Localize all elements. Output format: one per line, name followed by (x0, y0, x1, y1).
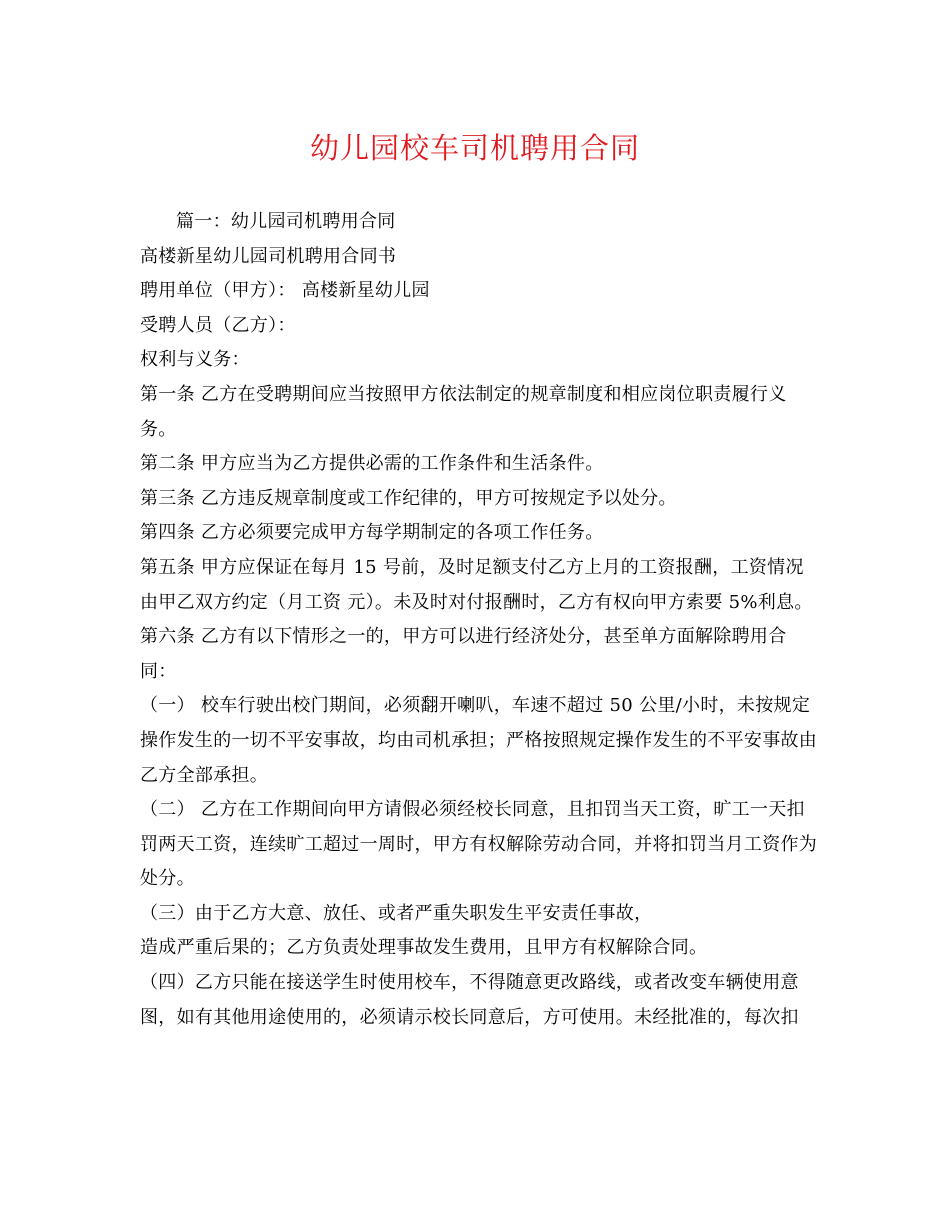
section-heading: 篇一：幼儿园司机聘用合同 (176, 211, 396, 232)
document-body (140, 205, 820, 1035)
rights-heading: 权利与义务： (140, 349, 250, 371)
article-3: 第三条 乙方违反规章制度或工作纪律的，甲方可按规定予以处分。 (140, 487, 677, 509)
contract-name: 高楼新星幼儿园司机聘用合同书 (140, 245, 397, 267)
employee-line: 受聘人员（乙方）： (140, 314, 296, 336)
article-1: 第一条 乙方在受聘期间应当按照甲方依法制定的规章制度和相应岗位职责履行义务。 (140, 383, 787, 440)
article-4: 第四条 乙方必须要完成甲方每学期制定的各项工作任务。 (140, 522, 604, 544)
clause-1: （一） 校车行驶出校门期间，必须翻开喇叭，车速不超过 50 公里/小时，未按规定操作发生的一切不平安事故，均由司机承担；严格按照规定操作发生的不平安事故由乙方全部承担。 (140, 695, 818, 786)
document-title: 幼儿园校车司机聘用合同 (309, 131, 640, 165)
article-5: 第五条 甲方应保证在每月 15 号前，及时足额支付乙方上月的工资报酬，工资情况由甲乙双方约定（月工资 元）。未及时对付报酬时，乙方有权向甲方索要 5%利息。 (140, 556, 813, 613)
clause-4: （四）乙方只能在接送学生时使用校车，不得随意更改路线，或者改变车辆使用意图，如有其他用途使用的，必须请示校长同意后，方可使用。未经批准的，每次扣 (140, 972, 799, 1028)
clause-3: （三）由于乙方大意、放任、或者严重失职发生平安责任事故， (140, 902, 653, 924)
article-2: 第二条 甲方应当为乙方提供必需的工作条件和生活条件。 (140, 453, 604, 475)
employer-line: 聘用单位（甲方）： 高楼新星幼儿园 (140, 280, 430, 302)
article-6: 第六条 乙方有以下情形之一的，甲方可以进行经济处分，甚至单方面解除聘用合同： (140, 626, 787, 682)
clause-2: （二） 乙方在工作期间向甲方请假必须经校长同意，且扣罚当天工资，旷工一天扣罚两天工资，连续旷工超过一周时，甲方有权解除劳动合同，并将扣罚当月工资作为处分。 (140, 799, 818, 890)
clause-3-continued: 造成严重后果的；乙方负责处理事故发生费用，且甲方有权解除合同。 (140, 937, 708, 959)
